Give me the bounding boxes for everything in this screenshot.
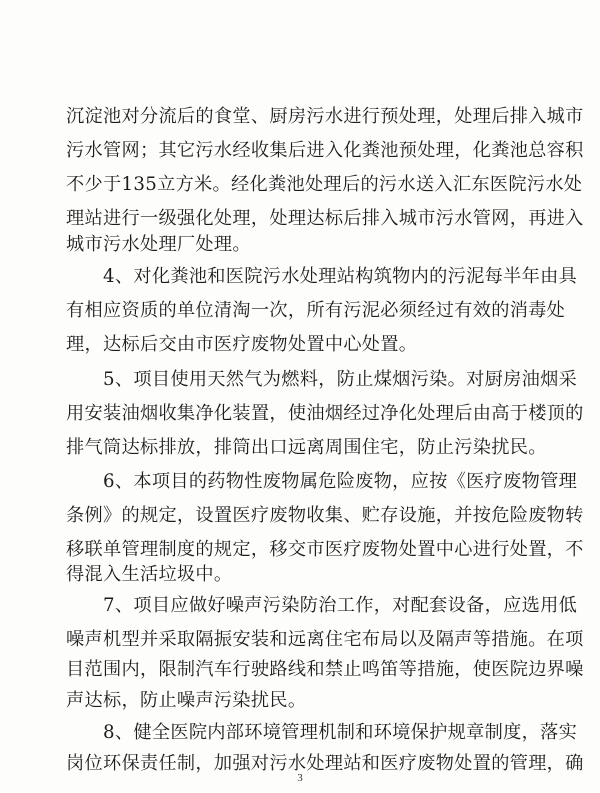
text-line: 沉淀池对分流后的食堂、厨房污水进行预处理，处理后排入城市 (66, 106, 584, 127)
text-line: 得混入生活垃圾中。 (66, 564, 233, 585)
text-line: 理站进行一级强化处理，处理达标后排入城市污水管网，再进入 (66, 208, 584, 229)
page-number: 3 (297, 772, 303, 784)
text-line: 目范围内，限制汽车行驶路线和禁止鸣笛等措施，使医院边界噪 (66, 659, 584, 680)
text-line: 7、项目应做好噪声污染防治工作，对配套设备，应选用低 (103, 595, 578, 616)
text-line: 8、健全医院内部环境管理机制和环境保护规章制度，落实 (103, 722, 578, 743)
text-line: 声达标，防止噪声污染扰民。 (66, 690, 307, 711)
text-line: 条例》的规定，设置医疗废物收集、贮存设施，并按危险废物转 (66, 505, 584, 526)
text-line: 5、项目使用天然气为燃料，防止煤烟污染。对厨房油烟采 (103, 369, 578, 390)
text-line: 有相应资质的单位清淘一次，所有污泥必须经过有效的消毒处 (66, 300, 566, 321)
text-line: 移联单管理制度的规定，移交市医疗废物处置中心进行处置，不 (66, 539, 584, 560)
text-line: 用安装油烟收集净化装置，使油烟经过净化处理后由高于楼顶的 (66, 403, 584, 424)
text-line: 不少于135立方米。经化粪池处理后的污水送入汇东医院污水处 (66, 174, 583, 195)
text-line: 污水管网；其它污水经收集后进入化粪池预处理，化粪池总容积 (66, 140, 584, 161)
text-line: 城市污水处理厂处理。 (66, 234, 251, 255)
text-line: 4、对化粪池和医院污水处理站构筑物内的污泥每半年由具 (103, 266, 578, 287)
text-line: 理，达标后交由市医疗废物处置中心处置。 (66, 334, 418, 355)
text-line: 岗位环保责任制，加强对污水处理站和医疗废物处置的管理，确 (66, 753, 584, 774)
text-line: 排气筒达标排放，排筒出口远离周围住宅，防止污染扰民。 (66, 437, 547, 458)
text-line: 噪声机型并采取隔振安装和远离住宅布局以及隔声等措施。在项 (66, 629, 584, 650)
text-line: 6、本项目的药物性废物属危险废物，应按《医疗废物管理 (103, 471, 578, 492)
